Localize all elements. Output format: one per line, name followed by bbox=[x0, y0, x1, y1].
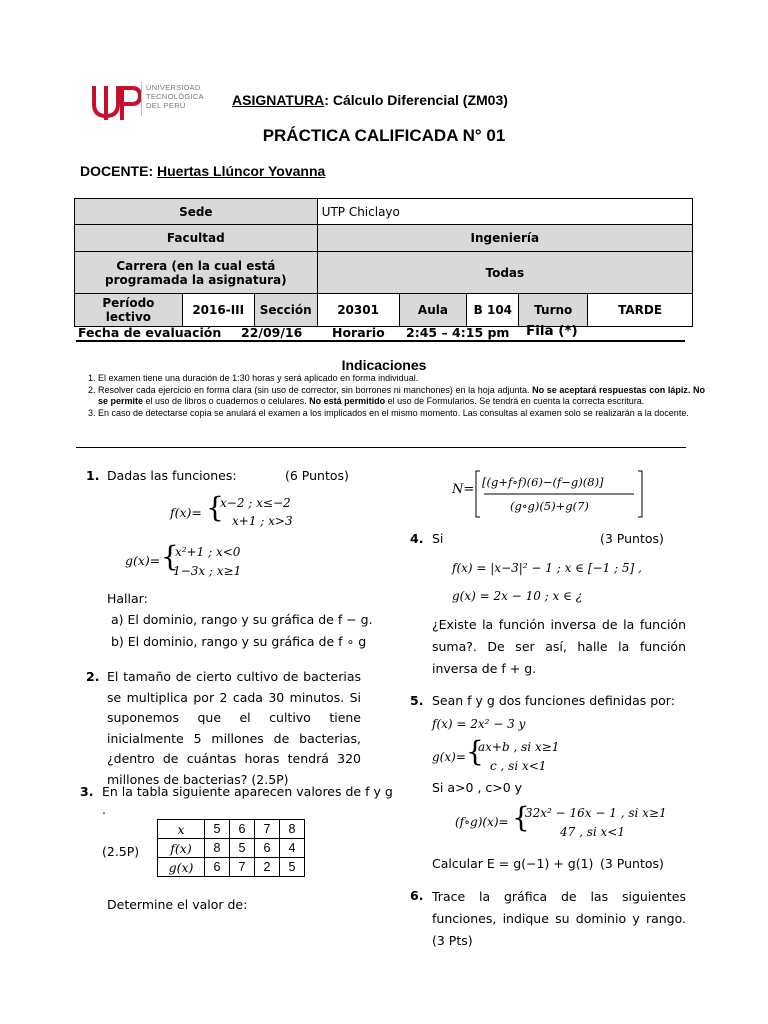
problem-1-number: 1. bbox=[86, 468, 100, 483]
p5-g-case2: c , si x<1 bbox=[490, 759, 547, 773]
p1-g-case2: 1−3x ; x≥1 bbox=[173, 564, 242, 578]
carrera-value: Todas bbox=[317, 252, 692, 294]
problem-4-points: (3 Puntos) bbox=[600, 531, 664, 546]
problem-5-text: Sean f y g dos funciones definidas por: bbox=[432, 693, 675, 708]
fecha-label: Fecha de evaluación bbox=[78, 325, 222, 340]
problem-3-number: 3. bbox=[80, 784, 94, 799]
turno-value: TARDE bbox=[588, 294, 693, 327]
p5-fg-case1: 32x² − 16x − 1 , si x≥1 bbox=[525, 806, 667, 820]
sede-label: Sede bbox=[75, 199, 318, 225]
problem-4-question: ¿Existe la función inversa de la función suma?. De ser así, halle la función inversa de f + g. bbox=[432, 617, 686, 676]
table-row: f(x) 8 5 6 4 bbox=[158, 839, 305, 858]
logo-wordmark: UNIVERSIDAD TECNOLÓGICA DEL PERÚ bbox=[146, 83, 204, 110]
problem-2-number: 2. bbox=[86, 669, 100, 684]
n-formula: N= [(g+f∘f)(6)−(f−g)(8)] (g∘g)(5)+g(7) bbox=[452, 470, 652, 518]
sede-value: UTP Chiclayo bbox=[317, 199, 692, 225]
p1-hallar: Hallar: bbox=[107, 591, 148, 606]
problem-1-points: (6 Puntos) bbox=[285, 468, 349, 483]
list-item: 1. El examen tiene una duración de 1:30 horas y será aplicado en forma individual. bbox=[98, 373, 705, 385]
problem-1-text: Dadas las funciones: bbox=[107, 468, 237, 483]
problem-6-text: Trace la gráfica de las siguientes funciones, indique su dominio y rango. (3 Pts) bbox=[432, 889, 686, 948]
aula-value: B 104 bbox=[467, 294, 519, 327]
exam-info-table bbox=[74, 198, 693, 327]
horario-value: 2:45 – 4:15 pm bbox=[406, 325, 510, 340]
p5-calculate: Calcular E = g(−1) + g(1) bbox=[432, 856, 594, 871]
brace-icon: { bbox=[161, 540, 179, 573]
page-title: PRÁCTICA CALIFICADA N° 01 bbox=[262, 126, 506, 145]
facultad-label: Facultad bbox=[75, 225, 318, 252]
p5-g-lhs: g(x)= bbox=[432, 750, 466, 764]
p1-item-b: b) El dominio, rango y su gráfica de f ∘ g bbox=[111, 634, 367, 649]
facultad-value: Ingeniería bbox=[317, 225, 692, 252]
fecha-value: 22/09/16 bbox=[241, 325, 303, 340]
p1-f-lhs: f(x)= bbox=[170, 505, 202, 520]
brace-icon: { bbox=[466, 735, 484, 768]
problem-2-text: El tamaño de cierto cultivo de bacterias se multiplica por 2 cada 30 minutos. Si suponemos que el cultivo tiene inicialmente 5 millones de bacterias, ¿dentro de cuántas horas tendrá 320 millones de bacterias? (2.5P) bbox=[107, 669, 361, 787]
divider-line bbox=[76, 340, 685, 342]
carrera-label: Carrera (en la cual está programada la asignatura) bbox=[75, 252, 318, 294]
list-item: 2. Resolver cada ejercicio en forma clara (sin uso de corrector, sin borrones ni manchones) en la hoja adjunta. No se aceptará respuestas con lápiz. No se permite el uso de libros o cuadernos o celulares. No está permitido el uso de Formularios. Se tendrá en cuenta la correcta escritura. bbox=[98, 385, 705, 408]
p5-f-definition: f(x) = 2x² − 3 y bbox=[432, 717, 526, 731]
periodo-label: Período lectivo bbox=[75, 294, 183, 327]
problem-5-number: 5. bbox=[410, 693, 424, 708]
periodo-value: 2016-III bbox=[182, 294, 254, 327]
p1-f-case1: x−2 ; x≤−2 bbox=[220, 496, 291, 510]
divider-line bbox=[76, 447, 686, 448]
p5-condition: Si a>0 , c>0 y bbox=[432, 780, 523, 795]
p1-item-a: a) El dominio, rango y su gráfica de f − g. bbox=[111, 612, 373, 627]
indications-list bbox=[80, 373, 705, 419]
problem-5-points: (3 Puntos) bbox=[600, 856, 664, 871]
table-row: x 5 6 7 8 bbox=[158, 820, 305, 839]
teacher-line: DOCENTE: Huertas Llúncor Yovanna bbox=[80, 163, 326, 179]
problem-3-points: (2.5P) bbox=[102, 844, 140, 859]
problem-4-text: Si bbox=[432, 531, 444, 546]
logo-divider bbox=[141, 82, 142, 116]
problem-3-determine: Determine el valor de: bbox=[107, 897, 248, 912]
subject-heading: ASIGNATURA: Cálculo Diferencial (ZM03) bbox=[232, 92, 508, 108]
p5-fg-case2: 47 , si x<1 bbox=[560, 825, 625, 839]
seccion-label: Sección bbox=[254, 294, 317, 327]
aula-label: Aula bbox=[399, 294, 467, 327]
p4-g-definition: g(x) = 2x − 10 ; x ∈ ¿ bbox=[452, 589, 583, 603]
brace-icon: { bbox=[206, 491, 224, 524]
horario-label: Horario bbox=[332, 325, 385, 340]
p5-g-case1: ax+b , si x≥1 bbox=[478, 740, 560, 754]
indications-title: Indicaciones bbox=[341, 357, 427, 373]
problem-3-text: En la tabla siguiente aparecen valores de f y g bbox=[102, 784, 393, 799]
list-item: 3. En caso de detectarse copia se anulará el examen a los implicados en el mismo momento. Las consultas al examen solo se realizarán a la docente. bbox=[98, 408, 705, 420]
p1-g-case1: x²+1 ; x<0 bbox=[175, 545, 241, 559]
problem-6-number: 6. bbox=[410, 888, 424, 903]
p1-f-case2: x+1 ; x>3 bbox=[232, 514, 293, 528]
turno-label: Turno bbox=[519, 294, 588, 327]
p5-fg-lhs: (f∘g)(x)= bbox=[455, 815, 509, 829]
fila-label: Fila (*) bbox=[526, 323, 578, 339]
p4-f-definition: f(x) = |x−3|² − 1 ; x ∈ [−1 ; 5] , bbox=[452, 561, 642, 575]
p1-g-lhs: g(x)= bbox=[125, 553, 161, 568]
values-table bbox=[157, 819, 305, 877]
brace-icon: { bbox=[512, 801, 530, 834]
utp-logo-icon bbox=[92, 82, 144, 120]
table-row: g(x) 6 7 2 5 bbox=[158, 858, 305, 877]
seccion-value: 20301 bbox=[317, 294, 399, 327]
problem-4-number: 4. bbox=[410, 531, 424, 546]
problem-3-dot: . bbox=[102, 802, 106, 817]
